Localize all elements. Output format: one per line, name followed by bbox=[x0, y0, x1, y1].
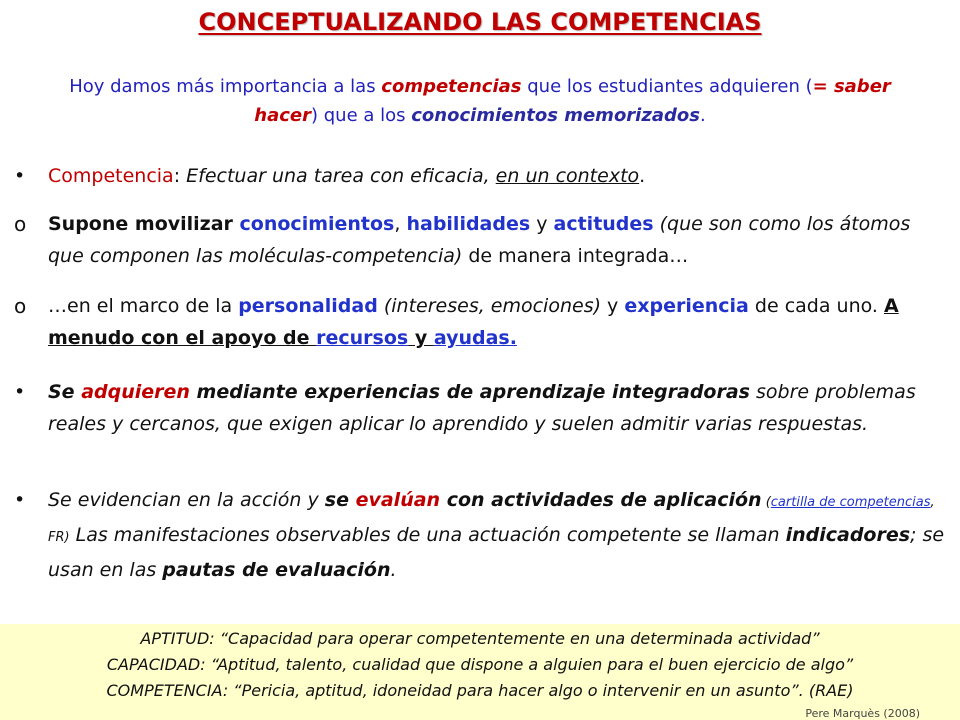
definition-aptitud: APTITUD: “Capacidad para operar competentemente en una determinada actividad” bbox=[140, 629, 820, 648]
definition-competencia: COMPETENCIA: “Pericia, aptitud, idoneidad para hacer algo o intervenir en un asunto”. (RAE) bbox=[106, 681, 854, 700]
section-text: se bbox=[324, 489, 356, 511]
apoyo-text: A menudo con el apoyo de bbox=[48, 295, 899, 349]
actitudes-term: actitudes bbox=[553, 213, 654, 235]
bullet-marker: • bbox=[14, 165, 26, 187]
section-text: Efectuar una tarea con eficacia, bbox=[186, 165, 496, 187]
section-text: de manera integrada… bbox=[462, 245, 689, 267]
section-text: mediante experiencias de aprendizaje integradoras bbox=[189, 381, 750, 403]
section-text: ; se usan en las bbox=[48, 524, 945, 581]
contexto-text: en un contexto bbox=[495, 165, 640, 187]
section-text: Se bbox=[48, 381, 82, 403]
bullet-marker: • bbox=[14, 489, 26, 511]
bullet-marker: • bbox=[14, 381, 26, 403]
section-evalua bbox=[14, 484, 948, 586]
competencia-term: Competencia bbox=[48, 165, 174, 187]
definitions-box bbox=[0, 624, 960, 720]
author-credit: Pere Marquès (2008) bbox=[805, 707, 920, 720]
page-title: CONCEPTUALIZANDO LAS COMPETENCIAS bbox=[198, 8, 762, 36]
cartilla-link[interactable]: cartilla de competencias bbox=[770, 495, 931, 510]
pautas-term: pautas de evaluación bbox=[162, 559, 391, 581]
section-text: ( bbox=[761, 495, 771, 510]
section-text: Supone movilizar bbox=[48, 213, 240, 235]
section-text: y bbox=[601, 295, 625, 317]
section-text: : bbox=[173, 165, 187, 187]
section-marco bbox=[14, 290, 948, 354]
section-text: (intereses, emociones) bbox=[377, 295, 602, 317]
circle-marker: o bbox=[14, 212, 27, 236]
section-text: . bbox=[390, 559, 397, 581]
section-text: y bbox=[530, 213, 554, 235]
circle-marker: o bbox=[14, 294, 27, 318]
indicadores-term: indicadores bbox=[785, 524, 911, 546]
personalidad-term: personalidad bbox=[238, 295, 378, 317]
ayudas-link[interactable]: ayudas. bbox=[433, 327, 517, 349]
recursos-link[interactable]: recursos bbox=[316, 327, 409, 349]
section-text: con actividades de aplicación bbox=[440, 489, 762, 511]
experiencia-term: experiencia bbox=[624, 295, 749, 317]
section-text: Se evidencian en la acción y bbox=[48, 489, 325, 511]
section-text: Las manifestaciones observables de una actuación competente se llaman bbox=[69, 524, 786, 546]
intro-text: . bbox=[699, 105, 706, 126]
habilidades-term: habilidades bbox=[406, 213, 531, 235]
adquieren-term: adquieren bbox=[81, 381, 190, 403]
conocimientos-term: conocimientos bbox=[239, 213, 395, 235]
section-adquieren bbox=[14, 376, 948, 440]
section-text: . bbox=[639, 165, 646, 187]
section-competencia bbox=[14, 160, 948, 192]
intro-text: ) que a los bbox=[311, 105, 412, 126]
intro-saber-hacer: = saber hacer bbox=[254, 76, 891, 126]
section-text: (que son como los átomos que componen las moléculas-competencia) bbox=[48, 213, 911, 267]
intro-competencias: competencias bbox=[381, 76, 522, 97]
section-text: , bbox=[394, 213, 407, 235]
definition-capacidad: CAPACIDAD: “Aptitud, talento, cualidad que dispone a alguien para el buen ejercicio de algo” bbox=[106, 655, 854, 674]
section-supone bbox=[14, 208, 948, 272]
intro-text: que los estudiantes adquieren ( bbox=[521, 76, 813, 97]
intro-paragraph bbox=[40, 72, 920, 130]
intro-conocimientos: conocimientos memorizados bbox=[411, 105, 700, 126]
section-text: y bbox=[408, 327, 434, 349]
section-text: …en el marco de la bbox=[48, 295, 239, 317]
section-text: sobre problemas reales y cercanos, que exigen aplicar lo aprendido y suelen admitir varias respuestas. bbox=[48, 381, 916, 435]
section-text: , FR) bbox=[48, 495, 935, 545]
section-text: de cada uno. bbox=[748, 295, 884, 317]
evaluan-term: evalúan bbox=[355, 489, 441, 511]
intro-text: Hoy damos más importancia a las bbox=[69, 76, 382, 97]
